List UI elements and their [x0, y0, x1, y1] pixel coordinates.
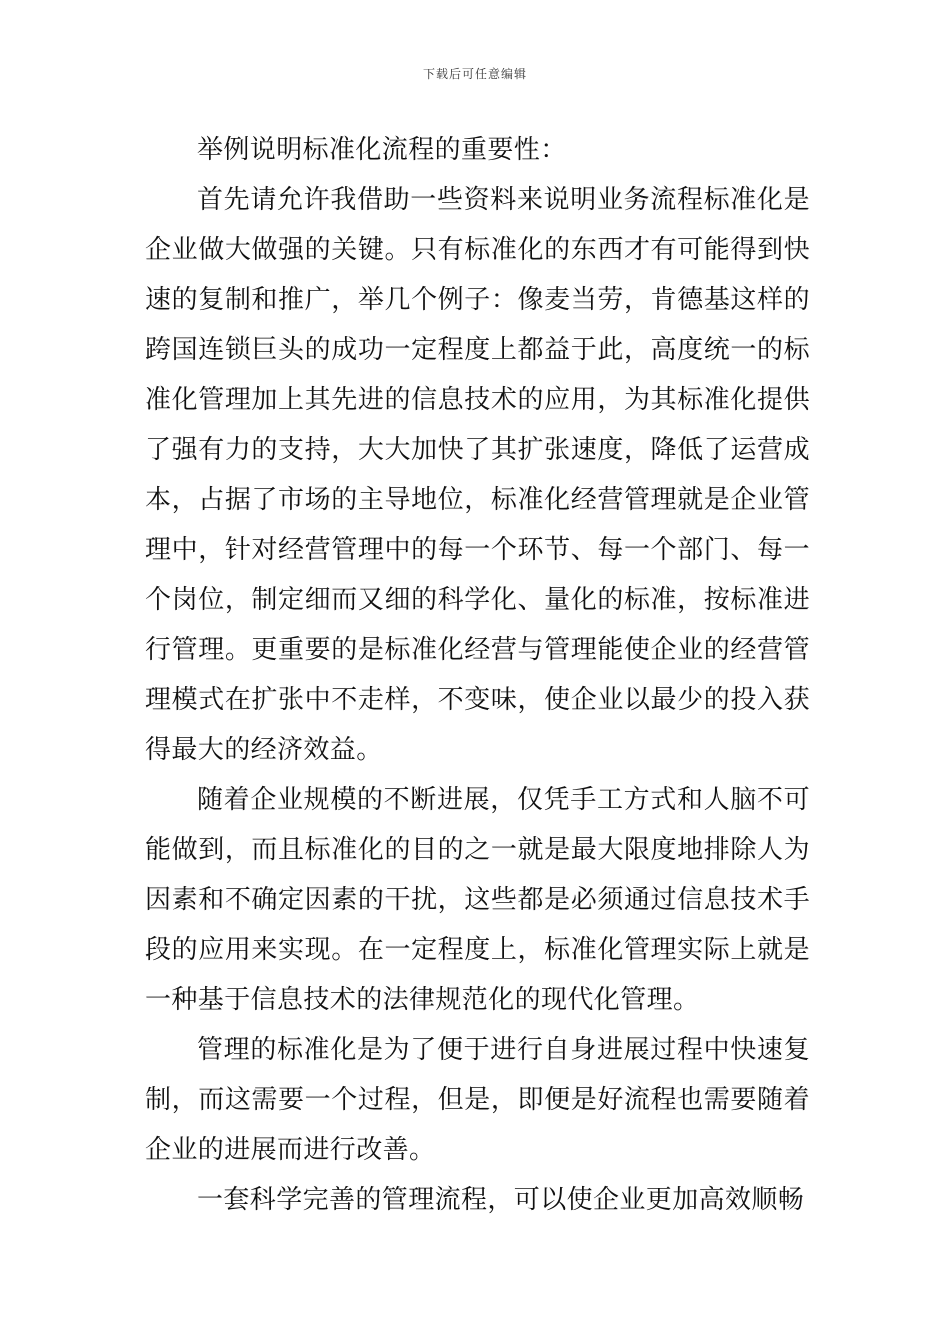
paragraph: 一套科学完善的管理流程，可以使企业更加高效顺畅 — [197, 1185, 805, 1215]
paragraph: 管理的标准化是为了便于进行自身进展过程中快速复制，而这需要一个过程，但是，即便是好流程也需要随着企业的进展而进行改善。 — [145, 1035, 810, 1165]
paragraph: 随着企业规模的不断进展，仅凭手工方式和人脑不可能做到，而且标准化的目的之一就是最大限度地排除人为因素和不确定因素的干扰，这些都是必须通过信息技术手段的应用来实现。在一定程度上，标准化管理实际上就是一种基于信息技术的法律规范化的现代化管理。 — [145, 785, 810, 1015]
document-body — [145, 125, 810, 1225]
paragraph: 首先请允许我借助一些资料来说明业务流程标准化是企业做大做强的关键。只有标准化的东西才有可能得到快速的复制和推广，举几个例子：像麦当劳，肯德基这样的跨国连锁巨头的成功一定程度上都益于此，高度统一的标准化管理加上其先进的信息技术的应用，为其标准化提供了强有力的支持，大大加快了其扩张速度，降低了运营成本，占据了市场的主导地位，标准化经营管理就是企业管理中，针对经营管理中的每一个环节、每一个部门、每一个岗位，制定细而又细的科学化、量化的标准，按标准进行管理。更重要的是标准化经营与管理能使企业的经营管理模式在扩张中不走样，不变味，使企业以最少的投入获得最大的经济效益。 — [145, 185, 810, 765]
paragraph-heading: 举例说明标准化流程的重要性： — [197, 135, 567, 165]
header-note: 下载后可任意编辑 — [422, 67, 527, 81]
